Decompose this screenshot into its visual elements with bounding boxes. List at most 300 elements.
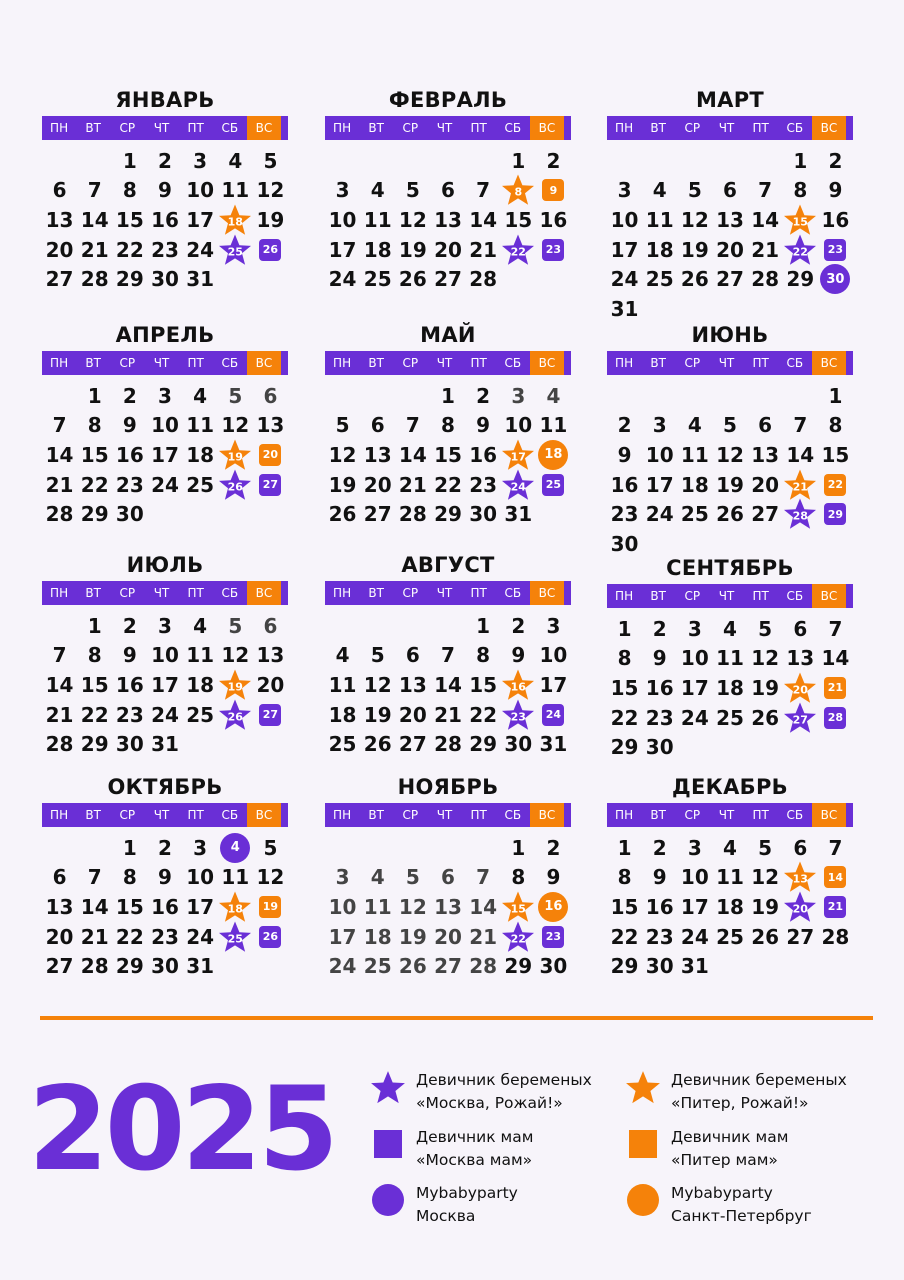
orange-star-icon: 16 — [501, 668, 535, 701]
month-title: ДЕКАБРЬ — [672, 775, 788, 799]
day-cell: 8 — [476, 643, 491, 668]
day-cell — [818, 673, 853, 703]
day-cell: 19 — [716, 472, 744, 497]
legend-label — [671, 1126, 788, 1172]
day-cell — [218, 470, 253, 500]
day-cell: 16 — [645, 894, 674, 919]
day-cell — [218, 892, 253, 922]
day-cell: 31 — [504, 502, 533, 527]
day-cell: 12 — [716, 442, 744, 467]
day-cell: 3 — [335, 178, 350, 203]
purple-star-icon: 22 — [783, 233, 817, 266]
day-cell: 9 — [546, 865, 561, 890]
empty-cell — [677, 381, 712, 411]
day-cell: 4 — [335, 643, 350, 668]
weekday-header — [607, 116, 853, 140]
day-cell: 30 — [469, 502, 498, 527]
day-cell: 23 — [645, 924, 674, 949]
day-cell: 1 — [476, 613, 491, 638]
empty-cell — [42, 833, 77, 863]
month-block — [325, 323, 571, 529]
day-cell: 14 — [398, 442, 427, 467]
day-cell — [783, 703, 818, 733]
day-cell: 23 — [151, 237, 179, 262]
day-cell: 15 — [80, 672, 109, 697]
day-cell: 25 — [363, 954, 392, 979]
weekday-header — [325, 803, 571, 827]
month-title: ФЕВРАЛЬ — [388, 88, 508, 112]
day-cell: 30 — [539, 954, 568, 979]
weekday-label: СР — [402, 356, 419, 370]
orange-circle-icon: 16 — [538, 892, 568, 922]
day-cell: 30 — [645, 954, 674, 979]
purple-square-icon: 28 — [824, 707, 846, 729]
weekday-label: ПН — [615, 589, 634, 603]
day-cell — [783, 235, 818, 265]
day-cell: 7 — [828, 835, 843, 860]
empty-cell — [677, 146, 712, 176]
day-cell: 16 — [539, 207, 568, 232]
day-cell: 31 — [680, 954, 709, 979]
day-cell: 11 — [539, 413, 568, 438]
weekday-label: СБ — [504, 586, 522, 600]
empty-cell — [642, 146, 677, 176]
day-cell: 19 — [680, 237, 709, 262]
day-cell: 3 — [335, 865, 350, 890]
day-cell: 4 — [370, 178, 385, 203]
day-cell: 30 — [610, 531, 639, 556]
legend-icon — [625, 1182, 661, 1218]
empty-cell — [77, 146, 112, 176]
weekday-label: ВС — [812, 584, 846, 608]
day-cell: 13 — [434, 894, 462, 919]
weekday-label: ПТ — [187, 356, 204, 370]
day-cell: 7 — [476, 865, 491, 890]
legend-line1: Mybabyparty — [671, 1184, 773, 1202]
day-cell: 28 — [398, 502, 427, 527]
purple-square-icon: 26 — [259, 926, 281, 948]
weekday-label: ВТ — [368, 586, 384, 600]
weekday-label: ВС — [530, 581, 564, 605]
day-cell: 15 — [434, 442, 462, 467]
day-cell: 23 — [645, 705, 674, 730]
day-cell: 21 — [45, 472, 74, 497]
weekday-label: ПТ — [470, 808, 487, 822]
weekday-label: ЧТ — [718, 808, 735, 822]
day-cell: 12 — [256, 178, 285, 203]
legend-line2: Санкт-Петербруг — [671, 1207, 812, 1225]
empty-cell — [430, 146, 465, 176]
day-cell: 8 — [511, 865, 526, 890]
day-cell: 16 — [115, 672, 144, 697]
day-cell: 7 — [758, 178, 773, 203]
day-cell: 16 — [610, 472, 639, 497]
day-cell: 20 — [434, 237, 462, 262]
weekday-label: ПТ — [470, 356, 487, 370]
day-cell: 27 — [716, 267, 744, 292]
day-cell — [783, 863, 818, 893]
day-cell: 22 — [115, 237, 144, 262]
weekday-label: ЧТ — [436, 586, 453, 600]
weekday-label: СБ — [786, 121, 804, 135]
day-cell: 17 — [680, 894, 709, 919]
purple-square-icon: 23 — [824, 239, 846, 261]
weekday-label: ВТ — [85, 586, 101, 600]
day-cell: 24 — [151, 472, 179, 497]
weekday-label: СР — [684, 589, 701, 603]
empty-cell — [783, 381, 818, 411]
empty-cell — [395, 381, 430, 411]
day-cell: 7 — [405, 413, 420, 438]
day-cell: 21 — [80, 237, 109, 262]
day-cell: 28 — [80, 954, 109, 979]
day-cell: 25 — [680, 502, 709, 527]
weekday-label: ВТ — [85, 808, 101, 822]
day-cell: 30 — [115, 502, 144, 527]
month-title: АПРЕЛЬ — [115, 323, 215, 347]
legend-line2: «Питер, Рожай!» — [671, 1094, 809, 1112]
day-cell: 2 — [652, 616, 667, 641]
day-cell — [818, 703, 853, 733]
weekday-header — [607, 584, 853, 608]
weekday-label: СБ — [504, 808, 522, 822]
day-cell: 25 — [716, 705, 744, 730]
day-cell: 17 — [328, 237, 357, 262]
month-block — [325, 88, 571, 294]
weekday-label: ПН — [50, 121, 69, 135]
day-cell — [218, 922, 253, 952]
month-block — [42, 323, 288, 529]
day-cell: 11 — [221, 865, 250, 890]
day-cell: 5 — [335, 413, 350, 438]
weekday-label: СР — [119, 121, 136, 135]
day-cell: 14 — [45, 442, 74, 467]
month-block — [325, 553, 571, 759]
day-cell — [536, 892, 571, 922]
day-cell: 25 — [645, 267, 674, 292]
legend-line2: «Питер мам» — [671, 1151, 778, 1169]
day-cell: 26 — [328, 502, 357, 527]
day-cell: 1 — [617, 835, 632, 860]
purple-square-icon: 23 — [542, 926, 564, 948]
day-cell: 27 — [434, 954, 462, 979]
day-cell: 8 — [617, 646, 632, 671]
weekday-label: ЧТ — [436, 808, 453, 822]
day-cell: 29 — [469, 732, 498, 757]
day-cell: 18 — [186, 442, 215, 467]
weekday-label: ПТ — [187, 808, 204, 822]
day-cell: 8 — [87, 643, 102, 668]
day-cell: 9 — [158, 178, 172, 203]
day-cell: 3 — [687, 616, 702, 641]
purple-circle-icon — [372, 1184, 404, 1216]
day-cell: 18 — [363, 924, 392, 949]
weekday-label: ВС — [247, 116, 281, 140]
day-cell: 10 — [151, 643, 179, 668]
weekday-label: ПН — [333, 808, 352, 822]
weekday-label: ПН — [333, 586, 352, 600]
day-cell: 13 — [45, 894, 74, 919]
weekday-label: СБ — [504, 121, 522, 135]
day-cell: 1 — [793, 148, 808, 173]
day-cell: 13 — [786, 646, 815, 671]
weekday-label: ВС — [247, 803, 281, 827]
day-cell — [818, 264, 853, 294]
day-cell: 11 — [186, 643, 215, 668]
day-cell — [501, 922, 536, 952]
divider — [40, 1016, 873, 1020]
day-cell: 22 — [80, 472, 109, 497]
month-title: ОКТЯБРЬ — [107, 775, 223, 799]
day-cell: 1 — [122, 835, 137, 860]
weekday-label: СБ — [504, 356, 522, 370]
legend-label — [671, 1182, 812, 1228]
weekday-label: ВС — [530, 803, 564, 827]
day-cell: 27 — [45, 954, 74, 979]
day-cell: 3 — [652, 413, 667, 438]
legend-icon — [625, 1069, 661, 1105]
weekday-label: ЧТ — [718, 589, 735, 603]
day-cell: 12 — [398, 894, 427, 919]
weekday-label: СР — [119, 356, 136, 370]
orange-star-icon: 13 — [783, 861, 817, 894]
day-cell: 17 — [645, 472, 674, 497]
day-cell — [536, 470, 571, 500]
day-cell: 7 — [476, 178, 491, 203]
day-cell: 25 — [328, 732, 357, 757]
weekday-label: ВС — [247, 581, 281, 605]
day-cell: 17 — [186, 207, 215, 232]
day-cell: 1 — [441, 383, 455, 408]
orange-star-icon: 15 — [783, 203, 817, 236]
day-cell: 2 — [122, 383, 137, 408]
month-title: МАЙ — [420, 323, 476, 347]
day-cell: 21 — [45, 702, 74, 727]
weekday-label: СБ — [786, 589, 804, 603]
day-cell: 14 — [821, 646, 850, 671]
legend-icon — [370, 1126, 406, 1162]
day-cell: 12 — [751, 646, 780, 671]
day-cell: 27 — [434, 267, 462, 292]
day-cell: 28 — [469, 267, 498, 292]
weekday-header — [42, 351, 288, 375]
day-cell: 24 — [645, 502, 674, 527]
day-cell: 23 — [151, 924, 179, 949]
day-cell: 4 — [193, 383, 208, 408]
day-cell: 2 — [158, 835, 172, 860]
empty-cell — [42, 381, 77, 411]
days-grid — [325, 146, 571, 294]
day-cell: 23 — [115, 702, 144, 727]
day-cell: 6 — [405, 643, 420, 668]
weekday-label: ПН — [615, 808, 634, 822]
empty-cell — [712, 381, 747, 411]
day-cell: 4 — [228, 148, 243, 173]
legend-line1: Девичник беременых — [671, 1071, 847, 1089]
day-cell: 2 — [652, 835, 667, 860]
weekday-label: ВС — [812, 803, 846, 827]
day-cell: 15 — [610, 675, 639, 700]
day-cell: 16 — [821, 207, 850, 232]
day-cell: 4 — [546, 383, 561, 408]
day-cell: 4 — [687, 413, 702, 438]
orange-square-icon: 9 — [542, 179, 564, 201]
legend-line1: Девичник мам — [671, 1128, 789, 1146]
day-cell: 30 — [151, 267, 179, 292]
day-cell — [501, 176, 536, 206]
day-cell: 26 — [716, 502, 744, 527]
day-cell: 4 — [370, 865, 385, 890]
day-cell: 20 — [256, 672, 285, 697]
day-cell: 25 — [363, 267, 392, 292]
weekday-label: ПН — [333, 121, 352, 135]
day-cell: 17 — [539, 672, 568, 697]
day-cell: 28 — [45, 732, 74, 757]
days-grid — [325, 611, 571, 759]
day-cell: 3 — [193, 835, 208, 860]
day-cell: 31 — [186, 954, 215, 979]
day-cell: 2 — [546, 835, 561, 860]
day-cell: 8 — [122, 178, 137, 203]
day-cell: 15 — [115, 894, 144, 919]
empty-cell — [395, 833, 430, 863]
day-cell: 27 — [786, 924, 815, 949]
purple-star-icon: 22 — [501, 233, 535, 266]
month-block — [607, 775, 853, 981]
day-cell: 13 — [751, 442, 780, 467]
day-cell: 5 — [687, 178, 702, 203]
weekday-label: ПТ — [187, 121, 204, 135]
day-cell: 23 — [469, 472, 498, 497]
weekday-label: ЧТ — [153, 121, 170, 135]
day-cell: 16 — [151, 894, 179, 919]
weekday-label: СБ — [221, 808, 239, 822]
day-cell: 20 — [751, 472, 780, 497]
day-cell: 9 — [158, 865, 172, 890]
day-cell — [783, 205, 818, 235]
purple-square-icon: 21 — [824, 896, 846, 918]
empty-cell — [77, 833, 112, 863]
day-cell: 2 — [546, 148, 561, 173]
empty-cell — [325, 611, 360, 641]
day-cell: 12 — [680, 207, 709, 232]
day-cell: 2 — [828, 148, 843, 173]
month-block — [607, 323, 853, 559]
weekday-label: ЧТ — [718, 121, 735, 135]
month-block — [42, 775, 288, 981]
day-cell: 13 — [398, 672, 427, 697]
day-cell: 26 — [751, 924, 780, 949]
day-cell: 24 — [328, 267, 357, 292]
day-cell: 2 — [511, 613, 526, 638]
empty-cell — [466, 146, 501, 176]
day-cell: 2 — [476, 383, 491, 408]
day-cell: 13 — [45, 207, 74, 232]
weekday-label: ВС — [530, 116, 564, 140]
day-cell: 18 — [680, 472, 709, 497]
day-cell: 12 — [256, 865, 285, 890]
day-cell — [818, 499, 853, 529]
day-cell: 17 — [151, 672, 179, 697]
day-cell: 16 — [645, 675, 674, 700]
day-cell: 29 — [115, 954, 144, 979]
day-cell — [818, 863, 853, 893]
weekday-label: СБ — [221, 121, 239, 135]
day-cell: 20 — [363, 472, 392, 497]
day-cell: 2 — [617, 413, 632, 438]
day-cell: 31 — [610, 296, 639, 321]
day-cell: 7 — [52, 643, 67, 668]
day-cell: 14 — [786, 442, 815, 467]
day-cell — [253, 892, 288, 922]
day-cell: 31 — [151, 732, 179, 757]
day-cell: 9 — [122, 643, 137, 668]
empty-cell — [642, 381, 677, 411]
purple-star-icon: 25 — [218, 233, 252, 266]
orange-square-icon: 22 — [824, 474, 846, 496]
day-cell: 18 — [716, 894, 744, 919]
day-cell: 29 — [80, 732, 109, 757]
day-cell: 22 — [434, 472, 462, 497]
day-cell: 10 — [328, 894, 357, 919]
weekday-header — [42, 803, 288, 827]
day-cell — [536, 176, 571, 206]
day-cell: 22 — [610, 924, 639, 949]
weekday-label: ВТ — [368, 808, 384, 822]
day-cell: 10 — [328, 207, 357, 232]
orange-star-icon: 20 — [783, 671, 817, 704]
weekday-header — [42, 581, 288, 605]
day-cell: 8 — [617, 865, 632, 890]
day-cell: 3 — [546, 613, 561, 638]
day-cell: 26 — [363, 732, 392, 757]
weekday-label: СБ — [786, 808, 804, 822]
day-cell: 4 — [723, 616, 737, 641]
day-cell: 3 — [158, 613, 172, 638]
legend-label — [416, 1182, 518, 1228]
weekday-label: ВТ — [368, 121, 384, 135]
day-cell: 19 — [751, 894, 780, 919]
purple-star-icon: 26 — [218, 468, 252, 501]
days-grid — [607, 614, 853, 762]
days-grid — [42, 611, 288, 759]
weekday-label: СБ — [221, 356, 239, 370]
day-cell: 5 — [263, 835, 278, 860]
legend-line1: Девичник беременых — [416, 1071, 592, 1089]
day-cell: 24 — [680, 705, 709, 730]
day-cell: 7 — [441, 643, 455, 668]
empty-cell — [42, 146, 77, 176]
day-cell: 19 — [751, 675, 780, 700]
day-cell: 15 — [821, 442, 850, 467]
day-cell: 11 — [328, 672, 357, 697]
day-cell: 4 — [652, 178, 667, 203]
day-cell: 22 — [80, 702, 109, 727]
weekday-label: ПН — [615, 356, 634, 370]
weekday-label: ПН — [50, 586, 69, 600]
weekday-label: ПТ — [470, 586, 487, 600]
day-cell: 3 — [511, 383, 526, 408]
days-grid — [42, 833, 288, 981]
day-cell: 21 — [469, 924, 498, 949]
day-cell — [218, 235, 253, 265]
orange-star-icon: 18 — [218, 890, 252, 923]
purple-square-icon: 24 — [542, 704, 564, 726]
day-cell: 6 — [52, 178, 67, 203]
day-cell: 17 — [610, 237, 639, 262]
weekday-label: ВТ — [650, 808, 666, 822]
legend-label — [416, 1069, 592, 1115]
